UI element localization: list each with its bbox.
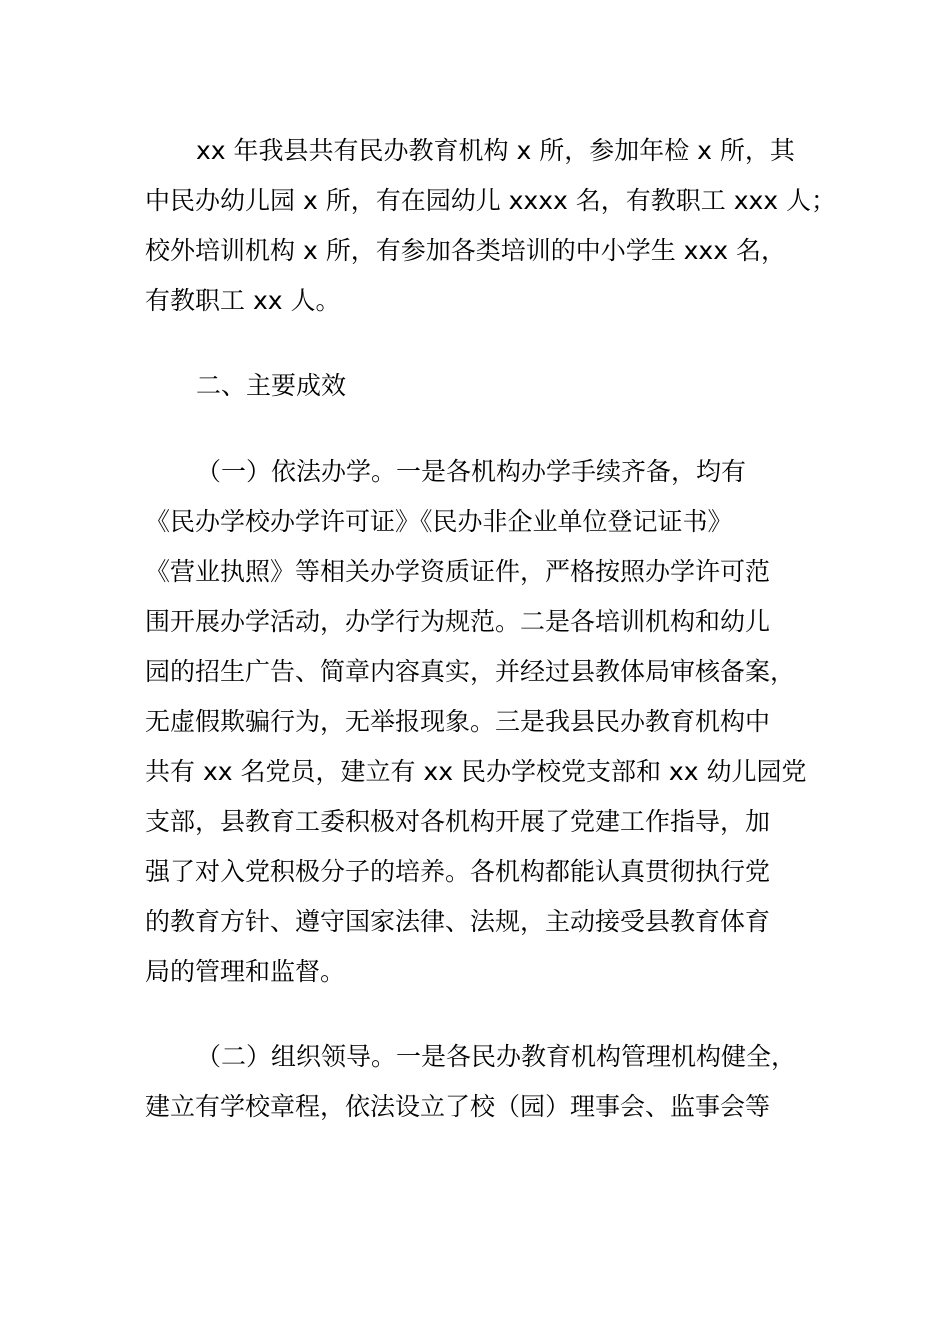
paragraph-1-line-3: 校外培训机构 x 所，有参加各类培训的中小学生 xxx 名， <box>145 236 786 265</box>
paragraph-2-line-3: 《营业执照》等相关办学资质证件，严格按照办学许可范 <box>145 557 771 586</box>
paragraph-1-line-4: 有教职工 xx 人。 <box>145 286 341 315</box>
paragraph-2-line-9: 强了对入党积极分子的培养。各机构都能认真贯彻执行党 <box>145 857 771 886</box>
section-heading: 二、主要成效 <box>196 371 347 400</box>
paragraph-3-line-2: 建立有学校章程，依法设立了校（园）理事会、监事会等 <box>145 1092 771 1121</box>
paragraph-1-line-1: xx 年我县共有民办教育机构 x 所，参加年检 x 所，其 <box>196 136 795 165</box>
paragraph-2-line-2: 《民办学校办学许可证》《民办非企业单位登记证书》 <box>145 507 733 536</box>
paragraph-2-line-1: （一）依法办学。一是各机构办学手续齐备，均有 <box>196 457 747 486</box>
paragraph-1-line-2: 中民办幼儿园 x 所，有在园幼儿 xxxx 名，有教职工 xxx 人； <box>145 186 837 215</box>
paragraph-2-line-11: 局的管理和监督。 <box>145 957 346 986</box>
paragraph-2-line-8: 支部，县教育工委积极对各机构开展了党建工作指导，加 <box>145 807 771 836</box>
paragraph-2-line-5: 园的招生广告、简章内容真实，并经过县教体局审核备案， <box>145 657 796 686</box>
paragraph-2-line-4: 围开展办学活动，办学行为规范。二是各培训机构和幼儿 <box>145 607 771 636</box>
paragraph-2-line-6: 无虚假欺骗行为，无举报现象。三是我县民办教育机构中 <box>145 707 771 736</box>
paragraph-3-line-1: （二）组织领导。一是各民办教育机构管理机构健全， <box>196 1042 797 1071</box>
paragraph-2-line-10: 的教育方针、遵守国家法律、法规，主动接受县教育体育 <box>145 907 771 936</box>
paragraph-2-line-7: 共有 xx 名党员，建立有 xx 民办学校党支部和 xx 幼儿园党 <box>145 757 807 786</box>
